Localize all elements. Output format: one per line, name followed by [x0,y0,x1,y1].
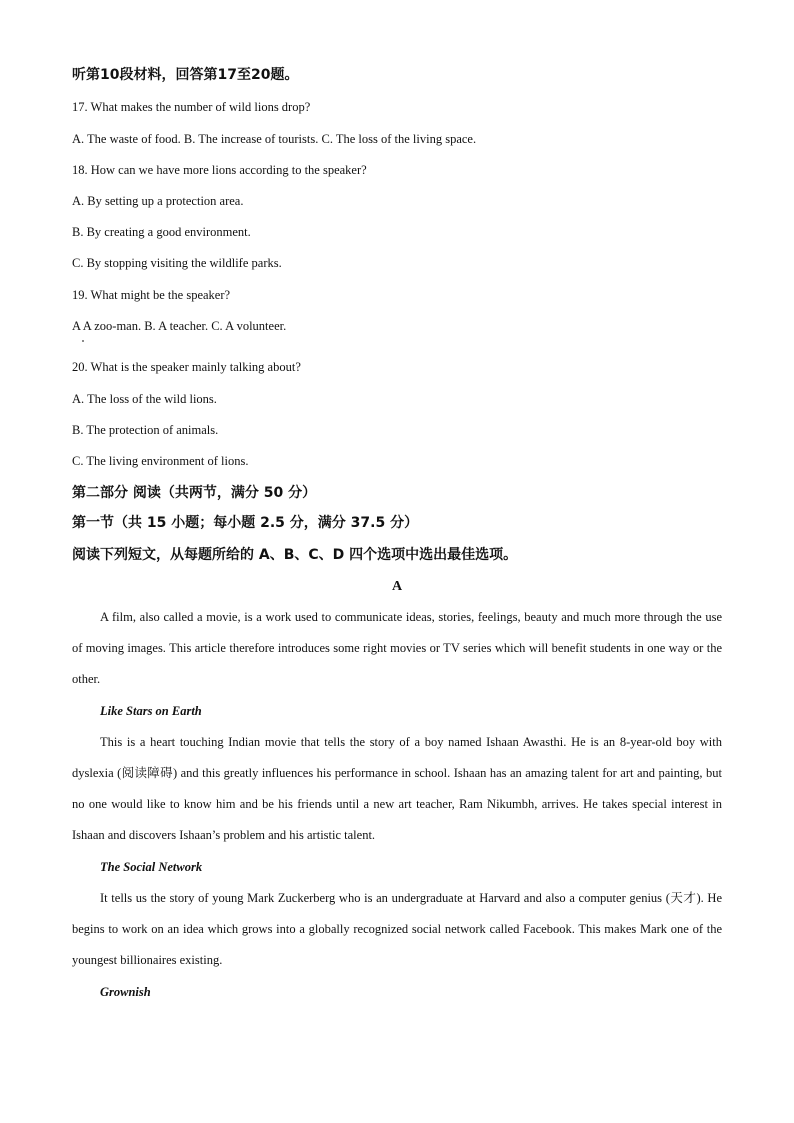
reading-part-title: 第二部分 阅读（共两节，满分 50 分） [72,485,317,501]
question-20-option-c: C. The living environment of lions. [72,454,249,468]
item-title-like-stars-on-earth: Like Stars on Earth [100,704,202,718]
item-title-the-social-network: The Social Network [100,860,203,874]
question-17-options: A. The waste of food. B. The increase of tourists. C. The loss of the living space. [72,132,477,146]
reading-instruction: 阅读下列短文，从每题所给的 A、B、C、D 四个选项中选出最佳选项。 [72,547,518,563]
question-17: 17. What makes the number of wild lions drop? [72,100,311,114]
stray-mark [82,340,84,342]
question-18-option-b: B. By creating a good environment. [72,225,251,239]
question-19-options: A A zoo-man. B. A teacher. C. A volunteer. [72,319,287,333]
item-text-the-social-network: It tells us the story of young Mark Zuckerberg who is an undergraduate at Harvard and also a computer genius (天才). He begins to work on an idea which grows into a globally recognized social network called Facebook. This makes Mark one of the youngest billionaires existing. [72,891,722,967]
question-20-option-b: B. The protection of animals. [72,423,219,437]
question-19: 19. What might be the speaker? [72,288,231,302]
question-18-option-c: C. By stopping visiting the wildlife parks. [72,256,282,270]
question-18-option-a: A. By setting up a protection area. [72,194,244,208]
question-18: 18. How can we have more lions according to the speaker? [72,163,367,177]
listening-header: 听第10段材料，回答第17至20题。 [72,67,299,83]
reading-section-title: 第一节（共 15 小题；每小题 2.5 分，满分 37.5 分） [72,515,419,531]
item-text-like-stars-on-earth: This is a heart touching Indian movie that tells the story of a boy named Ishaan Awasthi. He is an 8-year-old boy with dyslexia (阅读障碍) and this greatly influences his performance in school. Ishaan has an amazing talent for art and painting, but no one would like to know him and be his friends until a new art teacher, Ram Nikumbh, arrives. He takes special interest in Ishaan and discovers Ishaan’s problem and his artistic talent. [72,735,722,842]
item-title-grownish: Grownish [100,985,151,999]
question-20-option-a: A. The loss of the wild lions. [72,392,217,406]
passage-letter: A [391,579,403,594]
passage-intro: A film, also called a movie, is a work used to communicate ideas, stories, feelings, beauty and much more through the use of moving images. This article therefore introduces some right movies or TV series which will benefit students in one way or the other. [72,610,722,686]
question-20: 20. What is the speaker mainly talking about? [72,360,301,374]
